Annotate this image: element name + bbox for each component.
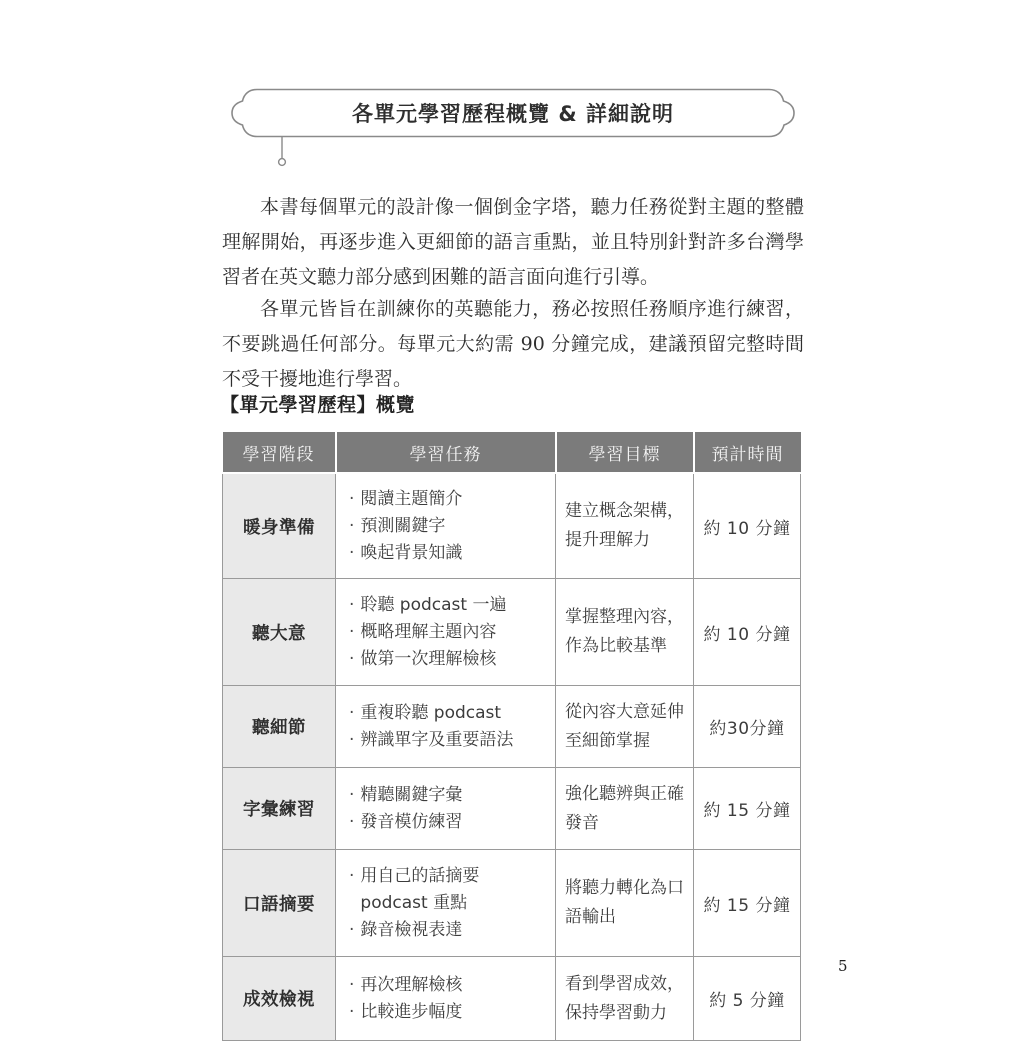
col-header-tasks: 學習任務 <box>336 432 556 473</box>
stage-cell: 聽細節 <box>223 686 336 768</box>
task-text: 概略理解主題內容 <box>360 621 497 642</box>
goal-cell: 建立概念架構，提升理解力 <box>556 473 694 579</box>
task-item <box>349 486 549 513</box>
goal-cell: 掌握整理內容，作為比較基準 <box>556 579 694 686</box>
time-cell: 約 15 分鐘 <box>694 850 801 957</box>
task-text: 預測關鍵字 <box>360 515 446 536</box>
tasks-cell <box>336 850 556 957</box>
task-item <box>349 782 549 809</box>
bullet-dot: · <box>349 621 355 642</box>
bullet-dot: · <box>349 729 355 750</box>
task-text: 再次理解檢核 <box>360 974 463 995</box>
stage-cell: 字彙練習 <box>223 768 336 850</box>
goal-cell: 看到學習成效，保持學習動力 <box>556 957 694 1041</box>
task-text: 精聽關鍵字彙 <box>360 784 463 805</box>
page-title: 各單元學習歷程概覽 & 詳細說明 <box>352 102 674 126</box>
task-text: 重複聆聽 podcast <box>360 702 502 723</box>
col-header-goal: 學習目標 <box>556 432 694 473</box>
bullet-dot: · <box>349 542 355 563</box>
task-text: 聆聽 podcast 一遍 <box>360 594 507 615</box>
bullet-dot: · <box>349 919 355 940</box>
bullet-dot: · <box>349 974 355 995</box>
table-row <box>223 579 801 686</box>
task-item <box>349 863 549 917</box>
stage-cell: 成效檢視 <box>223 957 336 1041</box>
task-text: 喚起背景知識 <box>360 542 463 563</box>
stage-cell: 聽大意 <box>223 579 336 686</box>
task-item <box>349 727 549 754</box>
task-item <box>349 972 549 999</box>
section-heading: 【單元學習歷程】概覽 <box>220 394 416 416</box>
task-item <box>349 809 549 836</box>
time-cell: 約30分鐘 <box>694 686 801 768</box>
goal-cell: 將聽力轉化為口語輸出 <box>556 850 694 957</box>
task-text: 錄音檢視表達 <box>360 919 463 940</box>
bullet-dot: · <box>349 515 355 536</box>
bullet-dot: · <box>349 865 355 886</box>
bullet-dot: · <box>349 488 355 509</box>
table-row <box>223 686 801 768</box>
intro-paragraph-1: 本書每個單元的設計像一個倒金字塔，聽力任務從對主題的整體理解開始，再逐步進入更細節的語言重點，並且特別針對許多台灣學習者在英文聽力部分感到困難的語言面向進行引導。 <box>222 196 804 288</box>
title-banner <box>228 88 798 138</box>
col-header-stage: 學習階段 <box>223 432 336 473</box>
stage-cell: 口語摘要 <box>223 850 336 957</box>
task-item <box>349 646 549 673</box>
col-header-time: 預計時間 <box>694 432 801 473</box>
task-text: 做第一次理解檢核 <box>360 648 497 669</box>
bullet-dot: · <box>349 702 355 723</box>
task-text: 辨識單字及重要語法 <box>360 729 514 750</box>
tasks-cell <box>336 768 556 850</box>
bullet-dot: · <box>349 784 355 805</box>
intro-paragraph-2: 各單元皆旨在訓練你的英聽能力，務必按照任務順序進行練習，不要跳過任何部分。每單元大約需 90 分鐘完成，建議預留完整時間不受干擾地進行學習。 <box>222 298 804 390</box>
time-cell: 約 10 分鐘 <box>694 579 801 686</box>
table-row <box>223 473 801 579</box>
task-item <box>349 999 549 1026</box>
page-number: 5 <box>838 957 848 975</box>
task-item <box>349 540 549 567</box>
task-item <box>349 619 549 646</box>
task-item <box>349 917 549 944</box>
time-cell: 約 15 分鐘 <box>694 768 801 850</box>
table-header-row <box>223 432 801 473</box>
bullet-dot: · <box>349 594 355 615</box>
stage-cell: 暖身準備 <box>223 473 336 579</box>
task-item <box>349 592 549 619</box>
task-text: 發音模仿練習 <box>360 811 463 832</box>
goal-cell: 強化聽辨與正確發音 <box>556 768 694 850</box>
bullet-dot: · <box>349 648 355 669</box>
goal-cell: 從內容大意延伸至細節掌握 <box>556 686 694 768</box>
bullet-dot: · <box>349 1001 355 1022</box>
learning-process-table <box>222 432 801 1041</box>
bullet-dot: · <box>349 811 355 832</box>
table-row <box>223 850 801 957</box>
task-item <box>349 513 549 540</box>
tasks-cell <box>336 579 556 686</box>
tasks-cell <box>336 473 556 579</box>
banner-connector-line <box>270 137 294 169</box>
table-row <box>223 768 801 850</box>
task-text: 比較進步幅度 <box>360 1001 463 1022</box>
task-item <box>349 700 549 727</box>
tasks-cell <box>336 686 556 768</box>
tasks-cell <box>336 957 556 1041</box>
table-row <box>223 957 801 1041</box>
task-text: 用自己的話摘要 podcast 重點 <box>360 865 480 913</box>
time-cell: 約 5 分鐘 <box>694 957 801 1041</box>
time-cell: 約 10 分鐘 <box>694 473 801 579</box>
task-text: 閱讀主題簡介 <box>360 488 463 509</box>
